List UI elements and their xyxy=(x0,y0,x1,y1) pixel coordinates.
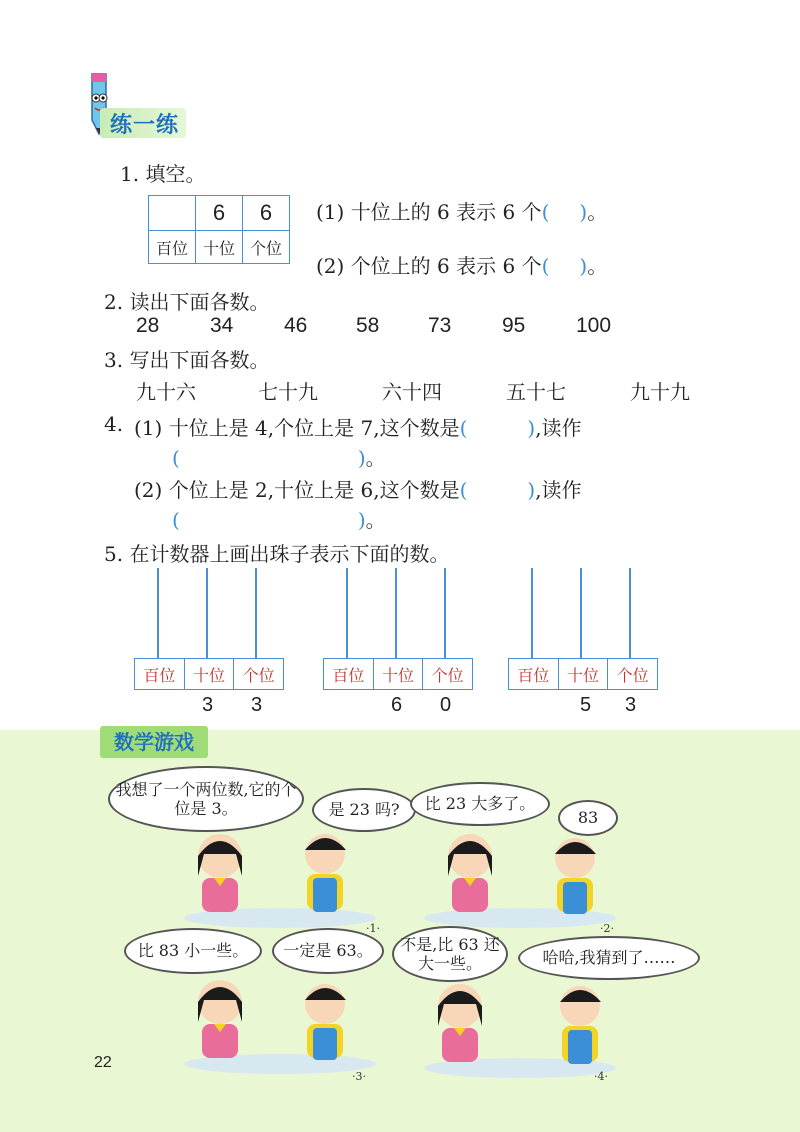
tens-target-digit: 6 xyxy=(391,694,403,716)
q1-part1-text: (1) 十位上的 6 表示 6 个 xyxy=(316,200,542,224)
period: 。 xyxy=(365,508,386,532)
answer-open-paren: ( xyxy=(459,416,468,440)
hundreds-place-label: 百位 xyxy=(149,231,196,264)
ones-rod[interactable] xyxy=(444,568,446,658)
children-illustration xyxy=(420,976,620,1080)
answer-open-paren: ( xyxy=(541,254,550,278)
counter-3 xyxy=(508,568,658,718)
hundreds-place-label: 百位 xyxy=(324,659,374,690)
speech-bubble: 哈哈,我猜到了…… xyxy=(518,936,700,980)
number-item: 34 xyxy=(210,314,234,337)
children-illustration xyxy=(180,826,380,930)
tens-target-digit: 3 xyxy=(202,694,214,716)
counter-2 xyxy=(323,568,473,718)
number-word: 九十六 xyxy=(136,380,196,404)
speech-bubble: 不是,比 63 还大一些。 xyxy=(392,926,508,982)
ones-target-digit: 3 xyxy=(625,694,637,716)
answer-close-paren: ) xyxy=(357,446,366,470)
place-value-table xyxy=(148,195,290,264)
practice-title: 练一练 xyxy=(110,113,180,138)
q4-part1 xyxy=(134,412,582,441)
number-item: 58 xyxy=(356,314,380,337)
hundreds-rod[interactable] xyxy=(531,568,533,658)
q1-part1 xyxy=(316,196,607,225)
read-as: ,读作 xyxy=(535,416,582,440)
q4-part2-reading xyxy=(172,504,386,533)
period: 。 xyxy=(587,200,608,224)
game-title: 数学游戏 xyxy=(100,726,208,758)
number-item: 95 xyxy=(502,314,526,337)
tens-place-label: 十位 xyxy=(196,231,243,264)
counter-base xyxy=(508,658,658,690)
panel-number: ·2· xyxy=(600,922,614,935)
hundreds-place-label: 百位 xyxy=(509,659,559,690)
panel-number: ·4· xyxy=(594,1070,608,1083)
tens-place-label: 十位 xyxy=(558,659,608,690)
speech-bubble: 我想了一个两位数,它的个位是 3。 xyxy=(108,766,304,832)
children-illustration xyxy=(180,972,380,1076)
q2-label: 2. 读出下面各数。 xyxy=(104,290,270,314)
hundreds-rod[interactable] xyxy=(346,568,348,658)
panel-number: ·1· xyxy=(366,922,380,935)
hundreds-place-label: 百位 xyxy=(135,659,185,690)
q4-part2 xyxy=(134,474,582,503)
tens-target-digit: 5 xyxy=(580,694,592,716)
ones-rod[interactable] xyxy=(255,568,257,658)
page-number: 22 xyxy=(94,1054,112,1071)
number-item: 28 xyxy=(136,314,160,337)
answer-open-paren: ( xyxy=(459,478,468,502)
q4-part1-reading xyxy=(172,442,386,471)
ones-target-digit: 3 xyxy=(251,694,263,716)
speech-bubble: 比 83 小一些。 xyxy=(124,928,262,974)
hundreds-digit xyxy=(149,196,196,231)
period: 。 xyxy=(587,254,608,278)
speech-bubble: 比 23 大多了。 xyxy=(410,782,550,826)
ones-place-label: 个位 xyxy=(243,231,290,264)
tens-place-label: 十位 xyxy=(373,659,423,690)
children-illustration xyxy=(420,826,620,930)
q1-label: 1. 填空。 xyxy=(120,162,206,186)
answer-close-paren: ) xyxy=(527,478,536,502)
counter-1 xyxy=(134,568,284,718)
q5-label: 5. 在计数器上画出珠子表示下面的数。 xyxy=(104,542,450,566)
tens-rod[interactable] xyxy=(206,568,208,658)
hundreds-rod[interactable] xyxy=(157,568,159,658)
answer-close-paren: ) xyxy=(579,200,588,224)
counter-base xyxy=(323,658,473,690)
number-word: 五十七 xyxy=(506,380,566,404)
panel-number: ·3· xyxy=(352,1070,366,1083)
answer-open-paren: ( xyxy=(172,446,180,470)
ones-digit: 6 xyxy=(243,196,290,231)
number-word: 七十九 xyxy=(258,380,318,404)
number-item: 46 xyxy=(284,314,308,337)
number-word: 六十四 xyxy=(382,380,442,404)
q1-part2 xyxy=(316,250,607,279)
answer-close-paren: ) xyxy=(357,508,366,532)
number-item: 73 xyxy=(428,314,452,337)
ones-place-label: 个位 xyxy=(423,659,473,690)
answer-close-paren: ) xyxy=(579,254,588,278)
q4-label: 4. xyxy=(104,412,124,436)
tens-rod[interactable] xyxy=(395,568,397,658)
ones-target-digit: 0 xyxy=(440,694,452,716)
tens-rod[interactable] xyxy=(580,568,582,658)
speech-bubble: 一定是 63。 xyxy=(272,928,384,974)
q1-part2-text: (2) 个位上的 6 表示 6 个 xyxy=(316,254,542,278)
q4-part1-text: (1) 十位上是 4,个位上是 7,这个数是 xyxy=(134,416,460,440)
answer-open-paren: ( xyxy=(172,508,180,532)
q4-part2-text: (2) 个位上是 2,十位上是 6,这个数是 xyxy=(134,478,460,502)
tens-place-label: 十位 xyxy=(184,659,234,690)
answer-close-paren: ) xyxy=(527,416,536,440)
number-item: 100 xyxy=(576,314,612,337)
ones-rod[interactable] xyxy=(629,568,631,658)
period: 。 xyxy=(365,446,386,470)
q3-label: 3. 写出下面各数。 xyxy=(104,348,270,372)
counter-base xyxy=(134,658,284,690)
tens-digit: 6 xyxy=(196,196,243,231)
number-word: 九十九 xyxy=(630,380,690,404)
ones-place-label: 个位 xyxy=(234,659,284,690)
ones-place-label: 个位 xyxy=(608,659,658,690)
speech-bubble: 是 23 吗? xyxy=(312,788,416,832)
read-as: ,读作 xyxy=(535,478,582,502)
speech-bubble: 83 xyxy=(558,800,618,836)
answer-open-paren: ( xyxy=(541,200,550,224)
